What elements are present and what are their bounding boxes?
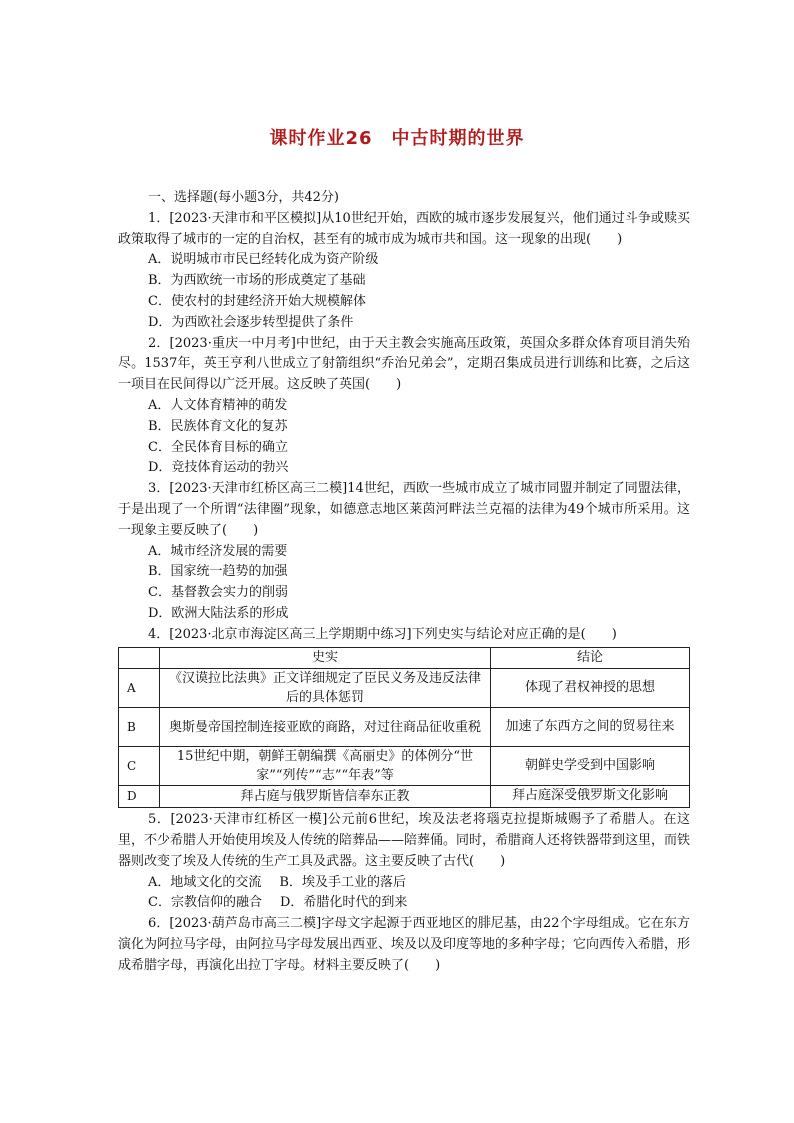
option-c: C．使农村的封建经济开始大规模解体 [148,293,366,309]
table-header-row [119,647,690,669]
question-stem: 3．[2023·天津市红桥区高三二模]14世纪，西欧一些城市成立了城市同盟并制定了同盟法律，于是出现了一个所谓“法律圈”现象，如德意志地区莱茵河畔法兰克福的法律为49个城市所采用。这一现象主要反映了( ) [118,481,690,538]
page-title: 课时作业26 中古时期的世界 [269,128,525,149]
question-1 [118,209,690,334]
fact-conclusion-table [118,647,690,809]
option-d: D．欧洲大陆法系的形成 [148,605,289,621]
options-row [118,873,690,894]
option-a: A．城市经济发展的需要 [148,543,288,559]
question-6 [118,914,690,976]
fact-cell: 《汉谟拉比法典》正文详细规定了臣民义务及违反法律后的具体惩罚 [160,669,491,708]
fact-cell: 拜占庭与俄罗斯皆信奉东正教 [160,786,491,808]
row-label: A [119,669,160,708]
row-label: C [119,747,160,786]
question-3 [118,479,690,625]
option-a: A．地域文化的交流 [148,874,262,890]
option-c: C．基督教会实力的削弱 [148,585,288,601]
table-header-cell [119,647,160,669]
option-d: D．希腊化时代的到来 [279,895,408,911]
fact-cell: 15世纪中期，朝鲜王朝编撰《高丽史》的体例分“世家”“列传”“志”“年表”等 [160,747,491,786]
exercise-content [118,188,690,977]
section-heading: 一、选择题(每小题3分，共42分) [148,190,339,205]
question-stem: 4．[2023·北京市海淀区高三上学期期中练习]下列史实与结论对应正确的是( ) [148,626,617,642]
option-b: B．民族体育文化的复苏 [148,418,288,434]
question-4 [118,625,690,808]
table-header-cell: 史实 [160,647,491,669]
question-2 [118,334,690,480]
table-row [119,786,690,808]
option-a: A．人文体育精神的萌发 [148,397,288,413]
question-stem: 2．[2023·重庆一中月考]中世纪，由于天主教会实施高压政策，英国众多群众体育项目消失殆尽。1537年，英王亨利八世成立了射箭组织“乔治兄弟会”，定期召集成员进行训练和比赛，之后这一项目在民间得以广泛开展。这反映了英国( ) [118,335,690,393]
question-5 [118,810,690,914]
option-a: A．说明城市市民已经转化成为资产阶级 [148,252,379,268]
option-c: C．宗教信仰的融合 [148,895,262,911]
option-d: D．竞技体育运动的勃兴 [148,460,289,476]
fact-cell: 奥斯曼帝国控制连接亚欧的商路，对过往商品征收重税 [160,708,491,747]
option-b: B．埃及手工业的落后 [279,874,406,890]
question-stem: 6．[2023·葫芦岛市高三二模]字母文字起源于西亚地区的腓尼基，由22个字母组成。它在东方演化为阿拉马字母，由阿拉马字母发展出西亚、埃及以及印度等地的多种字母；它向西传入希腊，形成希腊字母，再演化出拉丁字母。材料主要反映了( ) [118,916,691,973]
conclusion-cell: 加速了东西方之间的贸易往来 [491,708,690,747]
option-c: C．全民体育目标的确立 [148,439,288,455]
conclusion-cell: 朝鲜史学受到中国影响 [491,747,690,786]
table-row [119,747,690,786]
option-b: B．国家统一趋势的加强 [148,564,288,580]
conclusion-cell: 拜占庭深受俄罗斯文化影响 [491,786,690,808]
table-row [119,708,690,747]
question-stem: 5．[2023·天津市红桥区一模]公元前6世纪，埃及法老将瑙克拉提斯城赐予了希腊人。在这里，不少希腊人开始使用埃及人传统的陪葬品——陪葬俑。同时，希腊商人还将铁器带到这里，而铁器则改变了埃及人传统的生产工具及武器。这主要反映了古代( ) [118,812,691,869]
options-row [118,893,690,914]
table-row [119,669,690,708]
conclusion-cell: 体现了君权神授的思想 [491,669,690,708]
option-d: D．为西欧社会逐步转型提供了条件 [148,314,354,330]
row-label: B [119,708,160,747]
row-label: D [119,786,160,808]
question-stem: 1．[2023·天津市和平区模拟]从10世纪开始，西欧的城市逐步发展复兴，他们通过斗争或赎买政策取得了城市的一定的自治权，甚至有的城市成为城市共和国。这一现象的出现( ) [118,210,690,247]
table-header-cell: 结论 [491,647,690,669]
option-b: B．为西欧统一市场的形成奠定了基础 [148,273,366,289]
